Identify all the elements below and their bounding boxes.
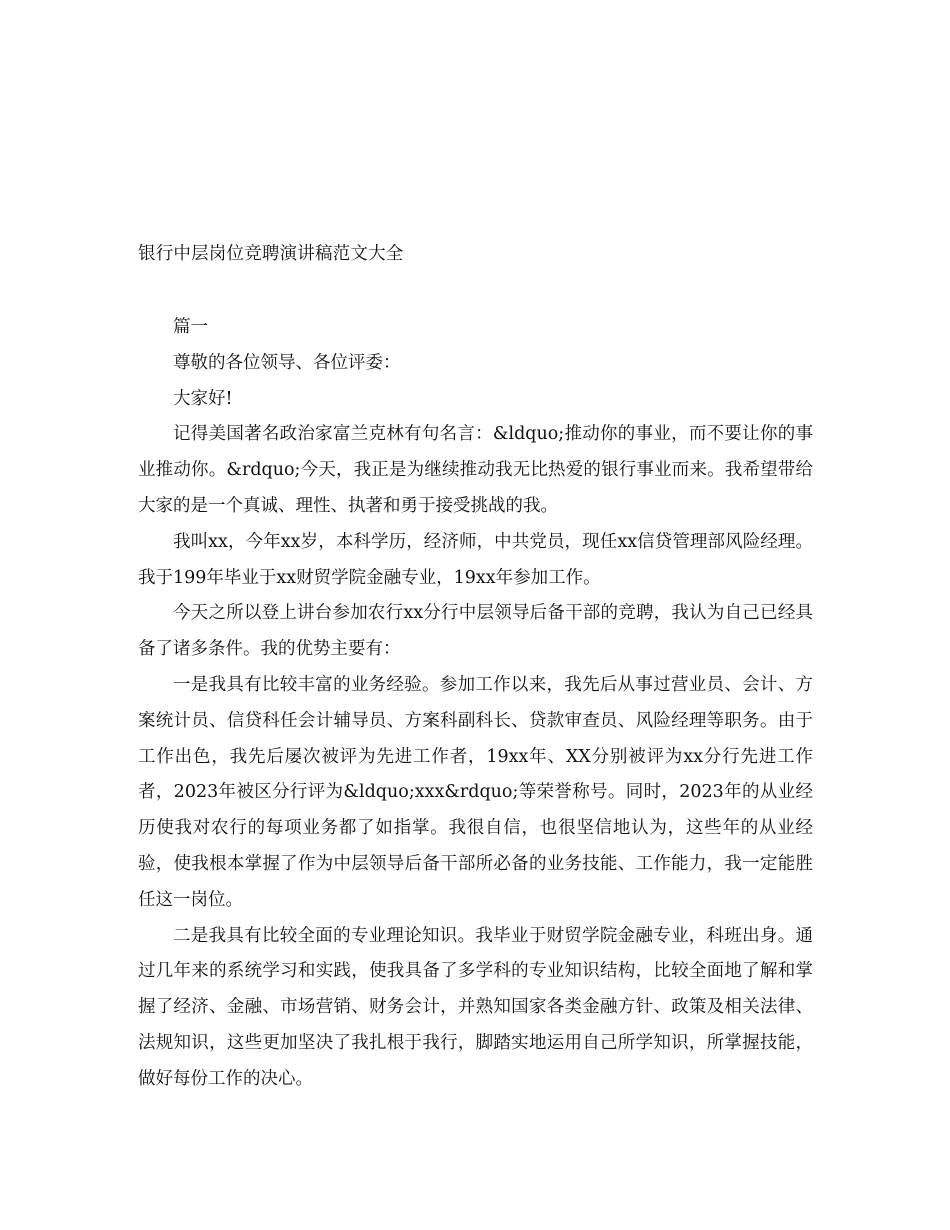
body-paragraph: 我叫xx，今年xx岁，本科学历，经济师，中共党员，现任xx信贷管理部风险经理。我于199年毕业于xx财贸学院金融专业，19xx年参加工作。 [138, 531, 813, 588]
body-paragraph: 记得美国著名政治家富兰克林有句名言：&ldquo;推动你的事业，而不要让你的事业推动你。&rdquo;今天，我正是为继续推动我无比热爱的银行事业而来。我希望带给大家的是一个真诚、理性、执著和勇于接受挑战的我。 [138, 424, 813, 516]
greeting: 大家好! [173, 388, 233, 409]
section-heading: 篇一 [173, 317, 208, 337]
body-paragraph: 今天之所以登上讲台参加农行xx分行中层领导后备干部的竞聘，我认为自己已经具备了诸多条件。我的优势主要有： [138, 603, 813, 660]
document-title: 银行中层岗位竞聘演讲稿范文大全 [138, 244, 404, 264]
document-body [138, 310, 813, 1098]
body-paragraph: 一是我具有比较丰富的业务经验。参加工作以来，我先后从事过营业员、会计、方案统计员、信贷科任会计辅导员、方案科副科长、贷款审查员、风险经理等职务。由于工作出色，我先后屡次被评为先进工作者，19xx年、XX分别被评为xx分行先进工作者，2023年被区分行评为&ldquo;xxx&rdquo;等荣誉称号。同时，2023年的从业经历使我对农行的每项业务都了如指掌。我很自信，也很坚信地认为，这些年的从业经验，使我根本掌握了作为中层领导后备干部所必备的业务技能、工作能力，我一定能胜任这一岗位。 [138, 674, 813, 910]
salutation: 尊敬的各位领导、各位评委： [173, 352, 401, 373]
body-paragraph: 二是我具有比较全面的专业理论知识。我毕业于财贸学院金融专业，科班出身。通过几年来的系统学习和实践，使我具备了多学科的专业知识结构，比较全面地了解和掌握了经济、金融、市场营销、财务会计，并熟知国家各类金融方针、政策及相关法律、法规知识，这些更加坚决了我扎根于我行，脚踏实地运用自己所学知识，所掌握技能，做好每份工作的决心。 [138, 925, 813, 1089]
